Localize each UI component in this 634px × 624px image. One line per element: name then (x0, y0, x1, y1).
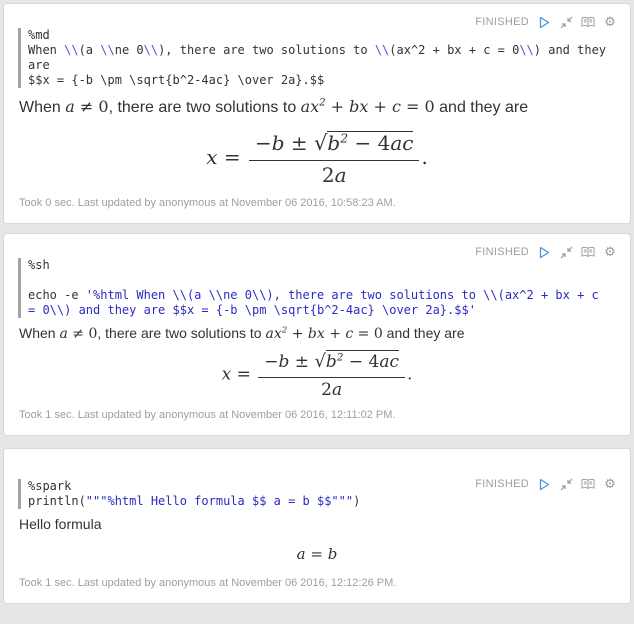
run-button[interactable] (537, 477, 551, 491)
denominator: 2a (321, 163, 347, 187)
book-icon (581, 478, 595, 490)
status-badge: FINISHED (475, 246, 529, 258)
play-icon (538, 16, 550, 29)
book-icon (581, 246, 595, 258)
compress-icon (560, 478, 573, 491)
code-editor[interactable] (18, 258, 616, 318)
execution-info: Took 1 sec. Last updated by anonymous at November 06 2016, 12:12:26 PM. (19, 577, 397, 590)
sqrt-radical: $√b^2 - 4ac$ (314, 130, 414, 155)
rendered-output-md (18, 96, 616, 187)
denominator: 2a (321, 379, 343, 400)
code-line: are (28, 58, 50, 72)
paragraph-cell-md (3, 3, 631, 224)
code-line: = 0\\) and they are $$x = {-b \pm \sqrt{b^2-4ac} \over 2a}.$$' (28, 303, 476, 317)
output-sentence: When a ≠ 0, there are two solutions to $ax^2$ + bx + c = 0 and they are (19, 97, 529, 116)
code-line: When \\(a \\ne 0\\), there are two solutions to \\(ax^2 + bx + c = 0\\) and they (28, 43, 607, 57)
math-display: x = $\frac{-b \pm √b^2 - 4ac}{2a}$ . (206, 130, 428, 187)
code-line: %sh (28, 258, 50, 272)
code-line: %spark (28, 479, 72, 494)
gear-icon: ⚙ (604, 244, 616, 259)
paragraph-toolbar (475, 477, 617, 491)
status-badge: FINISHED (475, 478, 529, 491)
settings-button[interactable] (603, 477, 617, 491)
paragraph-toolbar (475, 245, 617, 259)
math-display: x = $\frac{-b \pm √b^2 - 4ac}{2a}$ . (221, 351, 413, 400)
settings-button[interactable] (603, 245, 617, 259)
play-icon (538, 246, 550, 259)
collapse-button[interactable] (559, 477, 573, 491)
status-badge: FINISHED (475, 16, 529, 28)
gear-icon: ⚙ (604, 476, 616, 492)
rendered-output-spark (18, 515, 616, 563)
code-line: echo -e '%html When \\(a \\ne 0\\), there are two solutions to \\(ax^2 + bx + c (28, 288, 599, 302)
compress-icon (560, 16, 573, 29)
run-button[interactable] (537, 15, 551, 29)
output-sentence: Hello formula (19, 516, 102, 533)
collapse-button[interactable] (559, 245, 573, 259)
fraction (258, 351, 405, 399)
run-button[interactable] (537, 245, 551, 259)
editor-toggle-button[interactable] (581, 477, 595, 491)
book-icon (581, 16, 595, 28)
editor-toggle-button[interactable] (581, 245, 595, 259)
fraction (249, 130, 419, 187)
execution-info: Took 1 sec. Last updated by anonymous at November 06 2016, 12:11:02 PM. (19, 409, 396, 422)
code-line (28, 273, 616, 288)
sqrt-radical: $√b^2 - 4ac$ (314, 351, 399, 372)
paragraph-cell-spark (3, 448, 631, 604)
code-line: $$x = {-b \pm \sqrt{b^2-4ac} \over 2a}.$$ (28, 73, 325, 87)
editor-toggle-button[interactable] (581, 15, 595, 29)
numerator: $-b \pm √b^2 - 4ac$ (258, 351, 405, 378)
play-icon (538, 478, 550, 491)
rendered-output-sh (18, 324, 616, 399)
collapse-button[interactable] (559, 15, 573, 29)
output-sentence: When a ≠ 0, there are two solutions to $ax^2$ + bx + c = 0 and they are (19, 325, 465, 342)
code-line: %md (28, 28, 50, 42)
code-line: println("""%html Hello formula $$ a = b $$""") (28, 494, 361, 509)
math-display: a = b (296, 545, 338, 564)
settings-button[interactable] (603, 15, 617, 29)
numerator: $-b \pm √b^2 - 4ac$ (249, 130, 419, 161)
paragraph-toolbar (475, 15, 617, 29)
compress-icon (560, 246, 573, 259)
execution-info: Took 0 sec. Last updated by anonymous at November 06 2016, 10:58:23 AM. (19, 197, 396, 209)
paragraph-cell-sh (3, 233, 631, 436)
gear-icon: ⚙ (604, 14, 616, 29)
code-editor[interactable] (18, 28, 616, 88)
